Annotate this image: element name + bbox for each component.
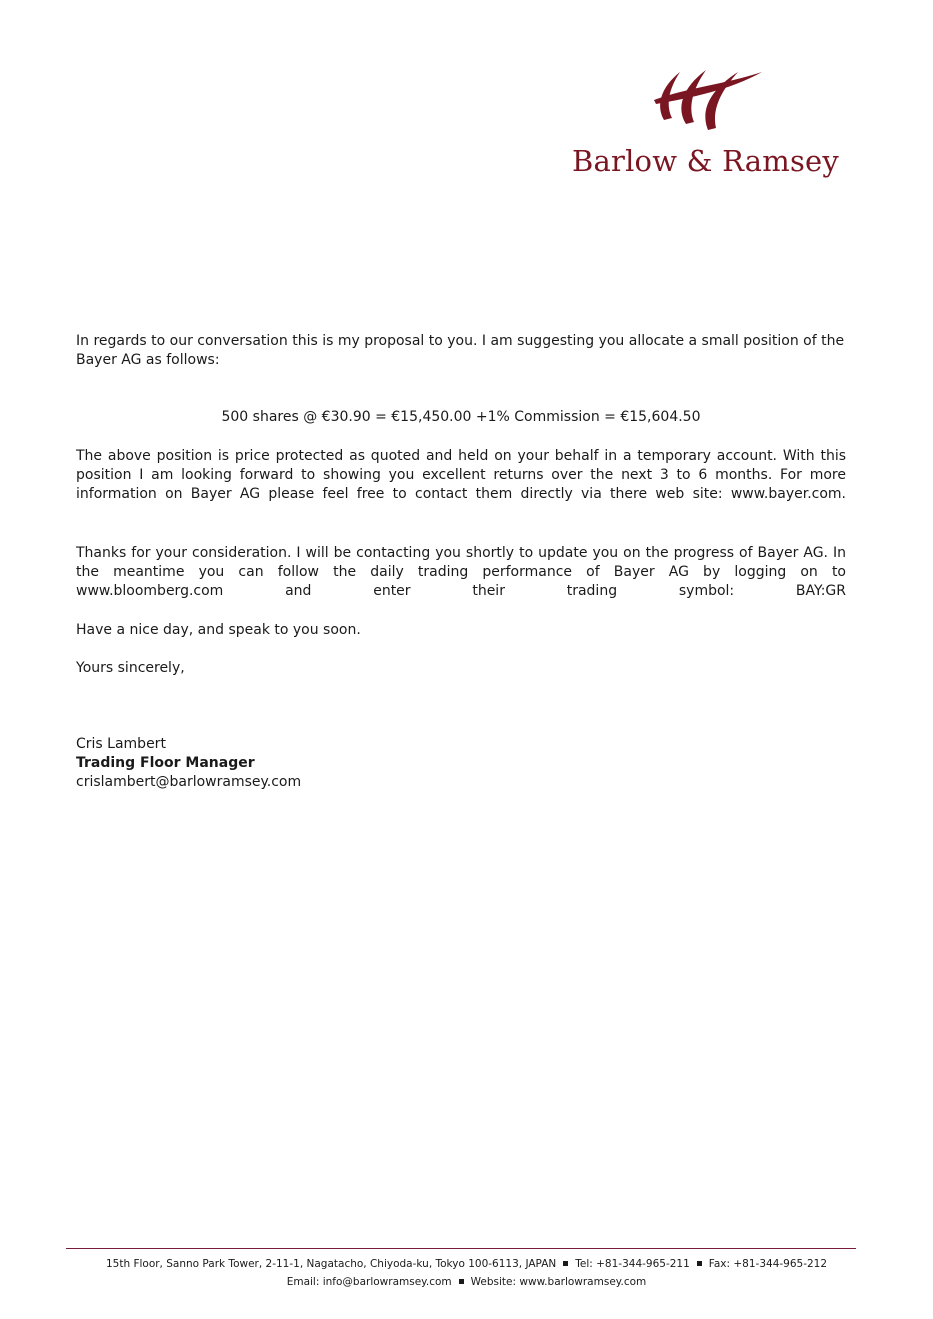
letter-paragraph-position: The above position is price protected as quoted and held on your behalf in a temporary account. With this position I am looking forward to showing you excellent returns over the next 3 to 6 months. For more information on Bayer AG please feel free to contact them directly via there web site: www.bayer.com. — [76, 448, 846, 502]
footer-website: Website: www.barlowramsey.com — [470, 1276, 647, 1288]
letter-paragraph-farewell: Have a nice day, and speak to you soon. — [76, 622, 361, 638]
footer-address: 15th Floor, Sanno Park Tower, 2-11-1, Nagatacho, Chiyoda-ku, Tokyo 100-6113, JAPAN — [105, 1258, 557, 1270]
footer-contact-line — [0, 1258, 933, 1270]
letterhead-logo — [560, 58, 860, 188]
share-calculation: 500 shares @ €30.90 = €15,450.00 +1% Commission = €15,604.50 — [221, 409, 701, 425]
footer-tel: Tel: +81-344-965-211 — [575, 1258, 690, 1270]
footer-web-line — [0, 1276, 933, 1288]
signatory-name: Cris Lambert — [76, 736, 166, 752]
swoosh-logo-icon — [646, 58, 766, 138]
bullet-separator-icon — [459, 1279, 464, 1284]
footer-divider — [66, 1248, 856, 1249]
bullet-separator-icon — [697, 1261, 702, 1266]
letter-closing: Yours sincerely, — [76, 660, 185, 676]
signatory-title: Trading Floor Manager — [76, 755, 255, 771]
company-name: Barlow & Ramsey — [572, 144, 839, 178]
signature-block — [76, 735, 301, 792]
footer-email: Email: info@barlowramsey.com — [286, 1276, 452, 1288]
letter-paragraph-thanks: Thanks for your consideration. I will be contacting you shortly to update you on the progress of Bayer AG. In the meantime you can follow the daily trading performance of Bayer AG by logging on to www.bloomberg.com and enter their trading symbol: BAY:GR — [76, 545, 846, 599]
bullet-separator-icon — [563, 1261, 568, 1266]
signatory-email: crislambert@barlowramsey.com — [76, 774, 302, 790]
footer-fax: Fax: +81-344-965-212 — [708, 1258, 828, 1270]
letter-paragraph-intro: In regards to our conversation this is my proposal to you. I am suggesting you allocate a small position of the Bayer AG as follows: — [76, 333, 845, 368]
